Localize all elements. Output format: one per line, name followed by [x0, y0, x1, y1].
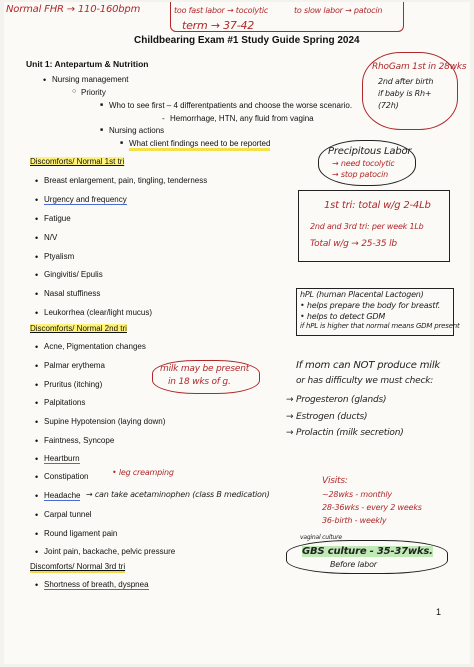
- second-tri-item: • Faintness, Syncope: [44, 436, 114, 445]
- second-tri-item: • Acne, Pigmentation changes: [44, 342, 146, 351]
- milk-progesteron: → Progesteron (glands): [286, 395, 387, 405]
- normal-fhr-note: Normal FHR → 110-160bpm: [6, 4, 141, 15]
- first-tri-item: • Fatigue: [44, 214, 71, 223]
- hpl-line3: • helps to detect GDM: [300, 312, 386, 321]
- weight-line2: 2nd and 3rd tri: per week 1Lb: [310, 222, 424, 231]
- visits-line2: 28-36wks - every 2 weeks: [322, 503, 422, 512]
- first-tri-item: • Nasal stuffiness: [44, 289, 100, 298]
- first-tri-item: • N/V: [44, 233, 57, 242]
- outline-hemorrhage: Hemorrhage, HTN, any fluid from vagina: [170, 114, 314, 123]
- section-first-tri: Discomforts/ Normal 1st tri: [30, 157, 125, 166]
- hpl-line1: hPL (human Placental Lactogen): [300, 290, 424, 299]
- outline-nursing-management: • Nursing management: [52, 75, 128, 84]
- outline-who-first: ■ Who to see first – 4 differentpatients and choose the worse scenario.: [109, 101, 352, 110]
- weight-line3: Total w/g → 25-35 lb: [310, 239, 397, 249]
- top-notes-border: [170, 2, 404, 32]
- second-tri-item: • Supine Hypotension (laying down): [44, 417, 165, 426]
- visits-line3: 36-birth - weekly: [322, 516, 387, 525]
- first-tri-item: • Gingivitis/ Epulis: [44, 270, 103, 279]
- visits-line1: ~28wks - monthly: [322, 490, 392, 499]
- document-page: [4, 2, 470, 664]
- precipitous-line1: Precipitous Labor: [328, 146, 412, 157]
- section-second-tri: Discomforts/ Normal 2nd tri: [30, 324, 127, 333]
- milk-note-line2: in 18 wks of g.: [168, 377, 231, 387]
- gbs-sub: Before labor: [330, 560, 377, 569]
- milk-estrogen: → Estrogen (ducts): [286, 412, 368, 422]
- rhogam-line3: if baby is Rh+: [378, 89, 432, 98]
- first-tri-item: • Ptyalism: [44, 252, 74, 261]
- page-number: 1: [436, 607, 442, 617]
- client-findings-text: What client findings need to be reported: [129, 139, 270, 151]
- dash-marker: -: [162, 114, 165, 123]
- first-tri-item: • Breast enlargement, pain, tingling, tenderness: [44, 176, 207, 185]
- milk-production-line2: or has difficulty we must check:: [296, 376, 434, 386]
- milk-prolactin: → Prolactin (milk secretion): [286, 428, 404, 438]
- gbs-main: GBS culture - 35-37wks.: [302, 546, 433, 557]
- leg-cramping-note: • leg creamping: [112, 468, 174, 477]
- visits-heading: Visits:: [322, 476, 348, 486]
- precipitous-line2: → need tocolytic: [332, 159, 395, 168]
- first-tri-item: • Urgency and frequency: [44, 195, 127, 204]
- hpl-line4: if hPL is higher that normal means GDM present: [300, 322, 460, 330]
- second-tri-item: • Constipation: [44, 472, 88, 481]
- hpl-line2: • helps prepare the body for breastf.: [300, 301, 441, 310]
- rhogam-line2: 2nd after birth: [378, 77, 434, 86]
- outline-nursing-actions: ■ Nursing actions: [109, 126, 164, 135]
- milk-production-line1: If mom can NOT produce milk: [296, 360, 440, 371]
- section-third-tri: Discomforts/ Normal 3rd tri: [30, 562, 126, 571]
- outline-client-findings: [129, 139, 270, 148]
- precipitous-line3: → stop patocin: [332, 170, 388, 179]
- rhogam-line1: RhoGam 1st in 28wks: [372, 62, 467, 72]
- outline-priority: ○ Priority: [81, 88, 106, 97]
- second-tri-item: • Palmar erythema: [44, 361, 105, 370]
- term-note: term → 37-42: [182, 19, 255, 32]
- second-tri-item: • Joint pain, backache, pelvic pressure: [44, 547, 175, 556]
- second-tri-item: • Headache: [44, 491, 80, 500]
- second-tri-item: • Heartburn: [44, 454, 80, 463]
- third-tri-item: • Shortness of breath, dyspnea: [44, 580, 149, 589]
- page-title: Childbearing Exam #1 Study Guide Spring 2024: [134, 35, 360, 46]
- second-tri-item: • Palpitations: [44, 398, 85, 407]
- second-tri-item: • Round ligament pain: [44, 529, 117, 538]
- milk-note-line1: milk may be present: [160, 364, 250, 374]
- weight-line1: 1st tri: total w/g 2-4Lb: [324, 200, 431, 211]
- too-fast-labor-note: too fast labor → tocolytic: [174, 6, 269, 15]
- gbs-tag: vaginal culture: [300, 534, 342, 541]
- second-tri-item: • Pruritus (itching): [44, 380, 102, 389]
- first-tri-item: • Leukorrhea (clear/light mucus): [44, 308, 152, 317]
- rhogam-line4: (72h): [378, 101, 399, 110]
- too-slow-labor-note: to slow labor → patocin: [294, 6, 383, 15]
- second-tri-item: • Carpal tunnel: [44, 510, 92, 519]
- unit-heading: Unit 1: Antepartum & Nutrition: [26, 59, 149, 69]
- headache-note: → can take acetaminophen (class B medication): [86, 490, 270, 499]
